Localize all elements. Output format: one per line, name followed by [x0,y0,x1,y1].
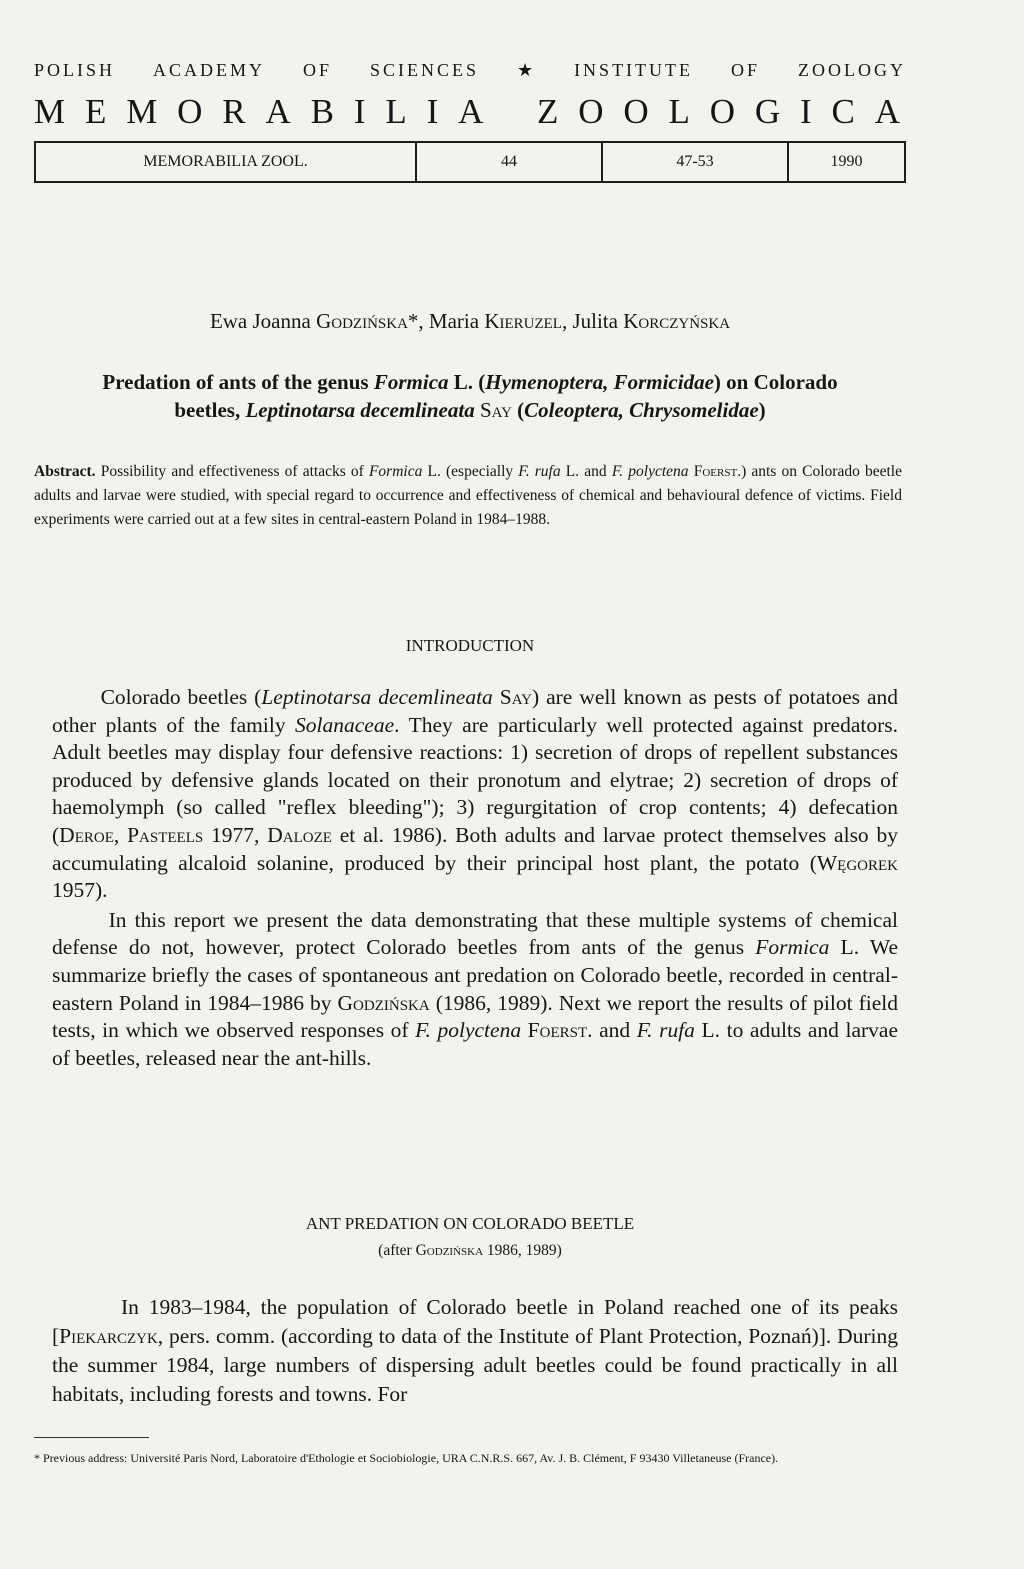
text: (after [378,1242,416,1259]
institution-word: ACADEMY [152,60,265,80]
abstract-text: Foerst [693,463,738,480]
journal-title-letter: I [426,92,445,131]
title-part: beetles, [174,398,246,422]
journal-title-letter: G [754,92,787,131]
title-part: Formica [373,370,449,394]
journal-title-letter: R [222,92,252,131]
text: F. polyctena [415,1018,522,1043]
title-part: L. ( [448,370,486,394]
abstract-text: F. polyctena [611,463,689,480]
text: F. rufa [636,1018,695,1043]
journal-title-letter [503,92,523,132]
abstract [34,460,902,532]
text: Say [492,685,532,709]
text: 1957). [52,878,108,903]
text: Solanaceae [295,712,395,737]
author-2-family: Kieruzel [484,309,562,333]
footnote: * Previous address: Université Paris Nord, Laboratoire d'Ethologie et Sociobiologie, URA C.N.R.S. 667, Av. J. B. Clément, F 93430 Villetaneuse (France). [34,1451,779,1465]
title-part: Coleoptera, Chrysomelidae [524,398,759,422]
text: Formica [755,935,830,960]
author-1-given: Ewa Joanna [209,309,317,333]
text: Węgorek [816,850,898,875]
author-2-given: Maria [428,309,485,333]
footnote-rule [34,1437,149,1438]
journal-title [34,92,906,132]
journal-title-letter: A [874,92,906,131]
section-body [52,1293,898,1409]
introduction-heading: INTRODUCTION [405,636,535,655]
institution-word: POLISH [34,60,116,80]
journal-title-letter: A [458,92,490,131]
journal-title-letter: Z [537,92,565,131]
journal-title-letter: C [831,92,861,131]
journal-title-letter: M [34,92,72,131]
institution-word: SCIENCES [369,60,479,80]
title-part: ) [758,398,766,422]
author-1-family: Godzińska [316,309,408,333]
title-part: Leptinotarsa decemlineata [245,398,475,422]
institution-word: OF [731,60,761,80]
text: L. to adults and larvae of beetles, released near the ant-hills. [52,1018,899,1070]
text: Daloze [267,822,332,847]
text: Leptinotarsa decemlineata [261,685,493,709]
text: 1986, 1989) [483,1242,562,1259]
text: . and [587,1018,637,1043]
text: Godzińska [415,1242,484,1259]
text: et al. 1986). Both adults and larvae protect themselves also by accumulating alcaloid solanine, produced by their principal host plant, the potato ( [52,822,899,875]
journal-title-letter: I [800,92,818,131]
text: 1977, [203,822,268,847]
title-part: Hymenoptera, Formicidae [485,370,714,394]
journal-title-letter: L [385,92,413,131]
year: 1990 [830,153,863,170]
journal-title-letter: O [709,92,742,131]
title-part: Say [474,398,512,422]
text: Deroe [59,822,114,847]
journal-title-letter: L [668,92,696,131]
abstract-text: L. (especially [422,463,519,480]
journal-title-letter: O [578,92,610,131]
institution-line [34,60,906,81]
pages: 47-53 [603,143,789,181]
abstract-text: .) ants on Colorado beetle adults and larvae were studied, with special regard to occurrence and effectiveness of chemical and behavioural defence of victims. Field experiments were carried out at a few sites in central-eastern Poland in 1984–1988. [34,463,902,528]
text: Godzińska [337,990,430,1015]
author-3-family: Korczyńska [623,309,731,333]
text: In this report we present the data demonstrating that these multiple systems of chemical defense do not, however, protect Colorado beetles from ants of the genus [52,907,898,960]
institution-word: ZOOLOGY [798,60,906,80]
abstract-text: L. and [560,463,612,480]
authors [34,309,906,334]
introduction-body [52,684,898,1072]
reference-table [34,141,906,183]
text: L. We summarize briefly the cases of spontaneous ant predation on Colorado beetle, recorded in central-eastern Poland in 1984–1986 by [52,935,899,1015]
intro-paragraph-2 [52,907,898,1073]
intro-paragraph-1 [52,684,898,905]
paper-title [34,368,906,424]
text: Colorado beetles ( [100,685,262,709]
volume: 44 [417,143,603,181]
text: , pers. comm. (according to data of the Institute of Plant Protection, Poznań)]. During the summer 1984, large numbers of dispersing adult beetles could be found practically in all habitats, including forests and towns. For [52,1324,898,1406]
text: Piekarczyk [59,1324,158,1348]
author-1-mark: *, [407,309,429,333]
abstract-text: F. rufa [518,463,561,480]
institution-word: INSTITUTE [574,60,694,80]
journal-title-letter: M [126,92,164,131]
section-heading [34,1210,906,1264]
text: , [113,822,128,847]
text: Pasteels [127,822,204,847]
abstract-text: Formica [368,463,423,480]
title-part: ( [511,398,525,422]
text: Foerst [521,1018,588,1043]
journal-title-letter: A [265,92,297,131]
institution-word: OF [302,60,332,80]
section-subtitle [34,1237,906,1264]
institution-word: ★ [516,60,537,80]
title-part: ) on Colorado [713,370,838,394]
abstract-text: Possibility and effectiveness of attacks of [95,463,369,480]
journal-title-letter: B [310,92,340,131]
section-title: ANT PREDATION ON COLORADO BEETLE [305,1214,635,1233]
author-3-given: Julita [572,309,624,333]
journal-title-letter: O [623,92,655,131]
text: In 1983–1984, the population of Colorado beetle in Poland reached one of its peaks [ [52,1295,899,1348]
journal-title-letter: O [177,92,209,131]
journal-title-letter: I [353,92,372,131]
abstract-label: Abstract. [34,463,96,480]
text: (1986, 1989). Next we report the results of pilot field tests, in which we observed responses of [52,990,898,1043]
journal-title-letter: E [84,92,113,131]
text: ) are well known as pests of potatoes and other plants of the family [52,685,898,737]
text: . They are particularly well protected against predators. Adult beetles may display four defensive reactions: 1) secretion of drops of repellent substances produced by defensive glands located on their pronotum and elytrae; 2) secretion of drops of haemolymph (so called "reflex bleeding"); 3) regurgitation of crop contents; 4) defecation ( [52,712,898,847]
author-sep: , [561,309,573,333]
title-part: Predation of ants of the genus [102,370,374,394]
journal-abbr: MEMORABILIA ZOOL. [36,143,417,181]
